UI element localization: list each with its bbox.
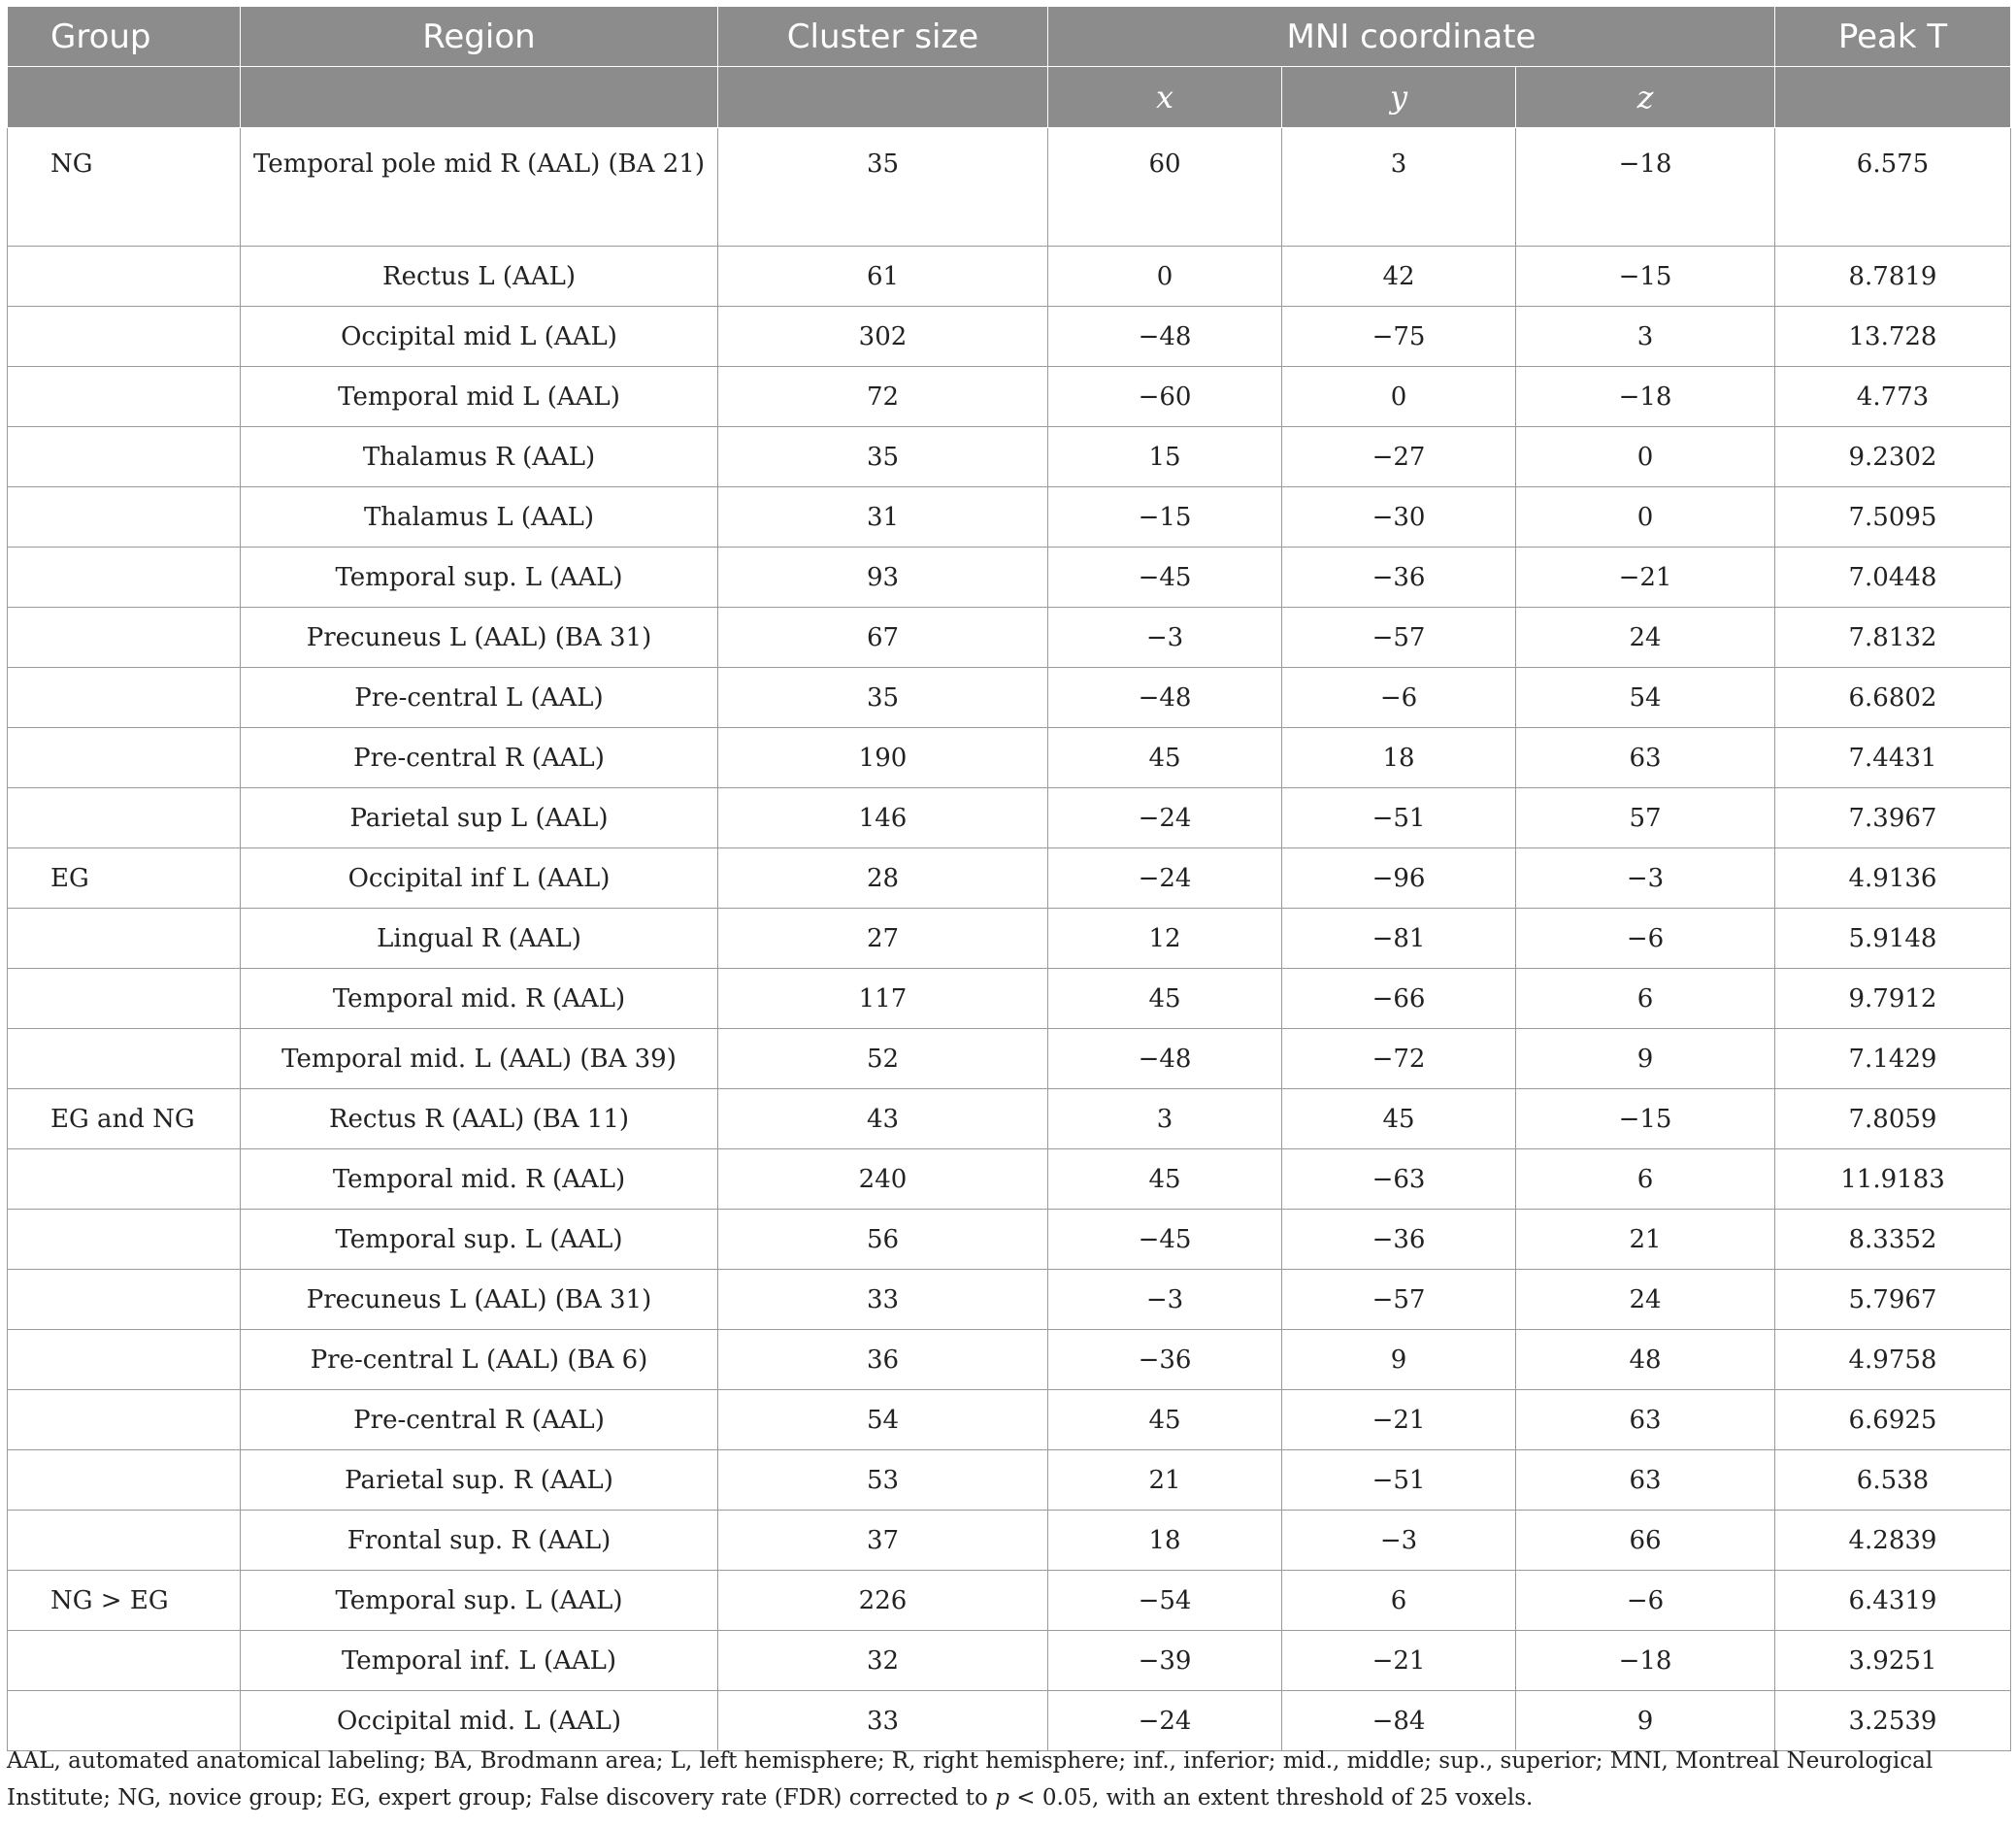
cell-x: 3 [1048, 1089, 1282, 1149]
cell-region: Thalamus R (AAL) [241, 427, 718, 487]
cell-y: −51 [1282, 788, 1516, 848]
table-row [8, 307, 2011, 367]
cell-x: −48 [1048, 1029, 1282, 1089]
cell-y: 18 [1282, 728, 1516, 788]
cell-cluster-size: 35 [718, 668, 1048, 728]
cell-cluster-size: 302 [718, 307, 1048, 367]
cell-x: −54 [1048, 1571, 1282, 1631]
cell-group [8, 1330, 241, 1390]
cell-region: Temporal sup. L (AAL) [241, 548, 718, 608]
table-row [8, 1511, 2011, 1571]
cell-peak-t: 6.575 [1775, 128, 2011, 247]
cell-x: −60 [1048, 367, 1282, 427]
cell-x: −3 [1048, 608, 1282, 668]
cell-region: Precuneus L (AAL) (BA 31) [241, 1270, 718, 1330]
cell-x: −24 [1048, 788, 1282, 848]
cell-region: Occipital mid L (AAL) [241, 307, 718, 367]
table-row [8, 608, 2011, 668]
cell-peak-t: 4.2839 [1775, 1511, 2011, 1571]
cell-x: 21 [1048, 1450, 1282, 1511]
cell-region: Temporal pole mid R (AAL) (BA 21) [241, 128, 718, 247]
header-peak-t: Peak T [1775, 7, 2011, 67]
cell-region: Precuneus L (AAL) (BA 31) [241, 608, 718, 668]
cell-group [8, 1631, 241, 1691]
table-row [8, 909, 2011, 969]
cell-x: 12 [1048, 909, 1282, 969]
header-empty-group [8, 67, 241, 128]
cell-x: 0 [1048, 247, 1282, 307]
table-row [8, 367, 2011, 427]
table-row [8, 1571, 2011, 1631]
cell-z: 3 [1516, 307, 1775, 367]
cell-y: −63 [1282, 1149, 1516, 1210]
cell-region: Lingual R (AAL) [241, 909, 718, 969]
cell-cluster-size: 67 [718, 608, 1048, 668]
cell-group: EG and NG [8, 1089, 241, 1149]
cell-peak-t: 5.7967 [1775, 1270, 2011, 1330]
table-row [8, 128, 2011, 247]
cell-group [8, 1029, 241, 1089]
cell-peak-t: 13.728 [1775, 307, 2011, 367]
cell-peak-t: 5.9148 [1775, 909, 2011, 969]
cell-region: Temporal mid. L (AAL) (BA 39) [241, 1029, 718, 1089]
cell-z: 6 [1516, 1149, 1775, 1210]
cell-peak-t: 3.9251 [1775, 1631, 2011, 1691]
cell-cluster-size: 35 [718, 427, 1048, 487]
cell-y: −84 [1282, 1691, 1516, 1751]
cell-z: 21 [1516, 1210, 1775, 1270]
cell-group [8, 1149, 241, 1210]
cell-x: −48 [1048, 668, 1282, 728]
table-row [8, 668, 2011, 728]
cell-y: −21 [1282, 1390, 1516, 1450]
cell-region: Temporal sup. L (AAL) [241, 1210, 718, 1270]
cell-x: 45 [1048, 728, 1282, 788]
table-row [8, 487, 2011, 548]
cell-peak-t: 11.9183 [1775, 1149, 2011, 1210]
table-row [8, 1029, 2011, 1089]
cell-peak-t: 8.3352 [1775, 1210, 2011, 1270]
cell-cluster-size: 190 [718, 728, 1048, 788]
cell-z: 63 [1516, 1390, 1775, 1450]
table-row [8, 728, 2011, 788]
header-empty-region [241, 67, 718, 128]
cell-z: −18 [1516, 128, 1775, 247]
header-x: x [1048, 67, 1282, 128]
cell-y: 45 [1282, 1089, 1516, 1149]
cell-peak-t: 9.7912 [1775, 969, 2011, 1029]
cell-cluster-size: 93 [718, 548, 1048, 608]
table-row [8, 548, 2011, 608]
cell-cluster-size: 43 [718, 1089, 1048, 1149]
table-row [8, 1210, 2011, 1270]
table-row [8, 247, 2011, 307]
cell-region: Pre-central R (AAL) [241, 1390, 718, 1450]
header-cluster-size: Cluster size [718, 7, 1048, 67]
table-body [8, 128, 2011, 1751]
cell-region: Rectus L (AAL) [241, 247, 718, 307]
table-footnote [7, 1743, 2006, 1816]
header-mni-coordinate: MNI coordinate [1048, 7, 1775, 67]
cell-cluster-size: 226 [718, 1571, 1048, 1631]
footnote-p-symbol: p [995, 1785, 1009, 1810]
header-y: y [1282, 67, 1516, 128]
cell-y: 42 [1282, 247, 1516, 307]
table-row [8, 1390, 2011, 1450]
cell-z: −18 [1516, 1631, 1775, 1691]
cell-z: 54 [1516, 668, 1775, 728]
cell-x: −15 [1048, 487, 1282, 548]
cell-z: 66 [1516, 1511, 1775, 1571]
table-row [8, 788, 2011, 848]
cell-y: 6 [1282, 1571, 1516, 1631]
cell-y: −21 [1282, 1631, 1516, 1691]
cell-region: Pre-central R (AAL) [241, 728, 718, 788]
cell-z: 57 [1516, 788, 1775, 848]
cell-y: 0 [1282, 367, 1516, 427]
cell-region: Parietal sup. R (AAL) [241, 1450, 718, 1511]
cell-z: −6 [1516, 1571, 1775, 1631]
cell-peak-t: 4.9136 [1775, 848, 2011, 909]
cell-x: −24 [1048, 1691, 1282, 1751]
cell-region: Temporal sup. L (AAL) [241, 1571, 718, 1631]
cell-group [8, 668, 241, 728]
cell-peak-t: 7.3967 [1775, 788, 2011, 848]
table-row [8, 1450, 2011, 1511]
cell-z: −6 [1516, 909, 1775, 969]
cell-x: −45 [1048, 548, 1282, 608]
footnote-text-1: AAL, automated anatomical labeling; BA, Brodmann area; L, left hemisphere; R, right hemisphere; inf., inferior; mid., middle; sup., superior; MNI, Montreal Neurological Institute; NG, novice group; EG, expert group; False discovery rate (FDR) corrected to [7, 1748, 1933, 1810]
cell-cluster-size: 33 [718, 1691, 1048, 1751]
cell-group [8, 487, 241, 548]
cell-peak-t: 9.2302 [1775, 427, 2011, 487]
cell-region: Pre-central L (AAL) [241, 668, 718, 728]
cell-group [8, 427, 241, 487]
cell-group: NG > EG [8, 1571, 241, 1631]
header-empty-peak [1775, 67, 2011, 128]
cell-region: Thalamus L (AAL) [241, 487, 718, 548]
cell-x: −3 [1048, 1270, 1282, 1330]
cell-x: −45 [1048, 1210, 1282, 1270]
cell-y: −57 [1282, 1270, 1516, 1330]
cell-group: NG [8, 128, 241, 247]
cell-cluster-size: 117 [718, 969, 1048, 1029]
cell-x: 15 [1048, 427, 1282, 487]
cell-z: 9 [1516, 1029, 1775, 1089]
cell-peak-t: 8.7819 [1775, 247, 2011, 307]
cell-z: −3 [1516, 848, 1775, 909]
footnote-text-2: < 0.05, with an extent threshold of 25 voxels. [1008, 1785, 1534, 1810]
cell-cluster-size: 37 [718, 1511, 1048, 1571]
cell-y: −81 [1282, 909, 1516, 969]
cell-x: −36 [1048, 1330, 1282, 1390]
cell-peak-t: 7.1429 [1775, 1029, 2011, 1089]
cell-y: 3 [1282, 128, 1516, 247]
cell-cluster-size: 61 [718, 247, 1048, 307]
cell-peak-t: 6.6802 [1775, 668, 2011, 728]
cell-y: −27 [1282, 427, 1516, 487]
cell-x: −48 [1048, 307, 1282, 367]
cell-z: 9 [1516, 1691, 1775, 1751]
cell-group [8, 969, 241, 1029]
cell-cluster-size: 72 [718, 367, 1048, 427]
cell-group [8, 307, 241, 367]
cell-region: Rectus R (AAL) (BA 11) [241, 1089, 718, 1149]
cell-cluster-size: 240 [718, 1149, 1048, 1210]
cell-group [8, 1390, 241, 1450]
cell-cluster-size: 28 [718, 848, 1048, 909]
header-empty-cluster [718, 67, 1048, 128]
cell-y: −75 [1282, 307, 1516, 367]
cell-region: Temporal inf. L (AAL) [241, 1631, 718, 1691]
cell-peak-t: 6.6925 [1775, 1390, 2011, 1450]
cell-z: 48 [1516, 1330, 1775, 1390]
cell-y: −36 [1282, 548, 1516, 608]
cell-cluster-size: 36 [718, 1330, 1048, 1390]
table-row [8, 1089, 2011, 1149]
cell-region: Frontal sup. R (AAL) [241, 1511, 718, 1571]
cell-peak-t: 3.2539 [1775, 1691, 2011, 1751]
table-row [8, 1330, 2011, 1390]
cell-group [8, 1511, 241, 1571]
cell-group [8, 909, 241, 969]
cell-x: 45 [1048, 969, 1282, 1029]
cell-z: 63 [1516, 1450, 1775, 1511]
table-row [8, 1270, 2011, 1330]
cell-y: −6 [1282, 668, 1516, 728]
cell-x: 45 [1048, 1149, 1282, 1210]
cell-y: −30 [1282, 487, 1516, 548]
cell-group [8, 1450, 241, 1511]
cell-x: 45 [1048, 1390, 1282, 1450]
cell-peak-t: 7.8059 [1775, 1089, 2011, 1149]
header-row-1 [8, 7, 2011, 67]
cell-cluster-size: 146 [718, 788, 1048, 848]
cell-cluster-size: 56 [718, 1210, 1048, 1270]
cell-group [8, 1210, 241, 1270]
cell-z: 63 [1516, 728, 1775, 788]
cell-peak-t: 4.773 [1775, 367, 2011, 427]
table-header [8, 7, 2011, 128]
cell-cluster-size: 35 [718, 128, 1048, 247]
cell-x: 18 [1048, 1511, 1282, 1571]
cell-group [8, 788, 241, 848]
table-row [8, 1149, 2011, 1210]
cell-group: EG [8, 848, 241, 909]
cell-cluster-size: 54 [718, 1390, 1048, 1450]
cell-y: −36 [1282, 1210, 1516, 1270]
cell-cluster-size: 32 [718, 1631, 1048, 1691]
cell-peak-t: 7.8132 [1775, 608, 2011, 668]
cell-region: Parietal sup L (AAL) [241, 788, 718, 848]
cell-y: −51 [1282, 1450, 1516, 1511]
cell-region: Pre-central L (AAL) (BA 6) [241, 1330, 718, 1390]
header-region: Region [241, 7, 718, 67]
cell-group [8, 608, 241, 668]
cell-peak-t: 6.4319 [1775, 1571, 2011, 1631]
cell-peak-t: 7.4431 [1775, 728, 2011, 788]
cell-y: −96 [1282, 848, 1516, 909]
cell-group [8, 548, 241, 608]
cell-x: −24 [1048, 848, 1282, 909]
cell-group [8, 247, 241, 307]
cell-x: −39 [1048, 1631, 1282, 1691]
table-row [8, 427, 2011, 487]
cell-y: −57 [1282, 608, 1516, 668]
results-table [7, 6, 2011, 1751]
cell-z: 24 [1516, 608, 1775, 668]
cell-z: −18 [1516, 367, 1775, 427]
cell-peak-t: 4.9758 [1775, 1330, 2011, 1390]
cell-cluster-size: 33 [718, 1270, 1048, 1330]
cell-y: −66 [1282, 969, 1516, 1029]
cell-region: Temporal mid. R (AAL) [241, 1149, 718, 1210]
cell-group [8, 1270, 241, 1330]
cell-cluster-size: 27 [718, 909, 1048, 969]
cell-x: 60 [1048, 128, 1282, 247]
cell-z: 0 [1516, 487, 1775, 548]
results-table-container [7, 6, 2010, 1751]
cell-group [8, 728, 241, 788]
cell-z: −15 [1516, 1089, 1775, 1149]
table-row [8, 969, 2011, 1029]
cell-peak-t: 7.0448 [1775, 548, 2011, 608]
cell-region: Temporal mid L (AAL) [241, 367, 718, 427]
header-group: Group [8, 7, 241, 67]
cell-y: 9 [1282, 1330, 1516, 1390]
header-z: z [1516, 67, 1775, 128]
cell-cluster-size: 31 [718, 487, 1048, 548]
table-row [8, 1631, 2011, 1691]
cell-z: 6 [1516, 969, 1775, 1029]
cell-z: −15 [1516, 247, 1775, 307]
cell-region: Occipital inf L (AAL) [241, 848, 718, 909]
cell-y: −72 [1282, 1029, 1516, 1089]
cell-group [8, 367, 241, 427]
cell-z: 24 [1516, 1270, 1775, 1330]
cell-peak-t: 7.5095 [1775, 487, 2011, 548]
cell-cluster-size: 53 [718, 1450, 1048, 1511]
header-row-2 [8, 67, 2011, 128]
cell-z: 0 [1516, 427, 1775, 487]
cell-peak-t: 6.538 [1775, 1450, 2011, 1511]
cell-region: Temporal mid. R (AAL) [241, 969, 718, 1029]
table-row [8, 848, 2011, 909]
cell-cluster-size: 52 [718, 1029, 1048, 1089]
cell-region: Occipital mid. L (AAL) [241, 1691, 718, 1751]
cell-y: −3 [1282, 1511, 1516, 1571]
cell-z: −21 [1516, 548, 1775, 608]
